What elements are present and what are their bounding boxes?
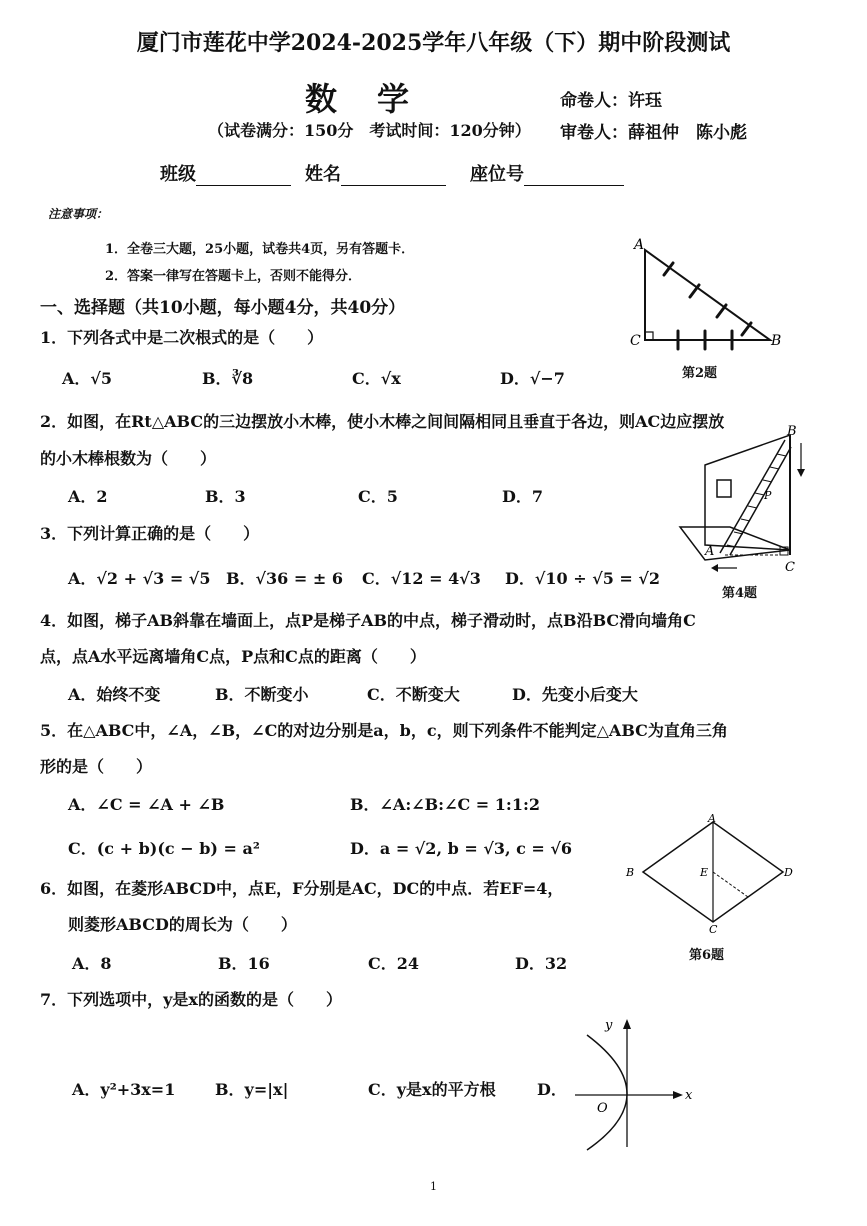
author-line: 命卷人：许珏 (560, 91, 662, 111)
fig4-label-b: B (787, 424, 797, 439)
fig7-label-x: x (685, 1088, 693, 1103)
question-3: 3．下列计算正确的是（ ） (40, 524, 260, 543)
fig4-label-p: P (764, 489, 772, 502)
figure-4-ladder (675, 425, 825, 580)
q1-option-a: A．√5 (62, 369, 113, 388)
question-7: 7．下列选项中，y是x的函数的是（ ） (40, 990, 342, 1009)
question-2: 2．如图，在Rt△ABC的三边摆放小木棒，使小木棒之间间隔相同且垂直于各边，则AC边应摆放 (40, 412, 725, 431)
q3-option-a: A．√2 + √3 = √5 (68, 569, 211, 588)
seat-blank[interactable] (524, 167, 624, 186)
question-4-cont: 点，点A水平远离墙角C点，P点和C点的距离（ ） (40, 647, 426, 666)
class-label: 班级 (160, 164, 196, 185)
question-6: 6．如图，在菱形ABCD中，点E，F分别是AC，DC的中点．若EF=4， (40, 879, 564, 898)
q7-option-c: C．y是x的平方根 (368, 1080, 496, 1099)
fig6-label-c: C (709, 923, 718, 936)
question-1: 1．下列各式中是二次根式的是（ ） (40, 328, 324, 347)
figure-6-caption: 第6题 (689, 948, 725, 963)
q5-option-c: C．(c + b)(c − b) = a² (68, 839, 260, 858)
notice-item: 2．答案一律写在答题卡上，否则不能得分． (105, 269, 362, 284)
fig7-label-y: y (605, 1018, 613, 1033)
page-number: 1 (430, 1180, 437, 1193)
class-blank[interactable] (196, 167, 291, 186)
seat-field[interactable] (470, 160, 624, 186)
reviewer-line: 审卷人：薛祖仲 陈小彪 (560, 123, 747, 143)
question-4: 4．如图，梯子AB斜靠在墙面上，点P是梯子AB的中点，梯子滑动时，点B沿BC滑向墙角C (40, 611, 696, 630)
fig6-label-a: A (708, 812, 716, 825)
q2-option-c: C．5 (358, 487, 398, 506)
notice-item: 1．全卷三大题，25小题，试卷共4页，另有答题卡． (105, 242, 415, 257)
q6-option-c: C．24 (368, 954, 420, 973)
question-5-cont: 形的是（ ） (40, 757, 153, 776)
q6-option-a: A．8 (72, 954, 112, 973)
question-5: 5．在△ABC中，∠A，∠B，∠C的对边分别是a，b，c，则下列条件不能判定△ABC为直角三角 (40, 721, 728, 740)
q7-option-b: B．y=|x| (215, 1080, 289, 1099)
q3-option-b: B．√36 = ± 6 (226, 569, 343, 588)
fig6-label-d: D (784, 866, 793, 879)
fig7-label-o: O (597, 1101, 608, 1116)
q4-option-d: D．先变小后变大 (512, 685, 638, 704)
name-blank[interactable] (341, 167, 446, 186)
q2-option-b: B．3 (205, 487, 246, 506)
figure-6-rhombus (620, 812, 800, 937)
subject-title: 数学 (305, 80, 450, 118)
fig2-label-a: A (634, 237, 645, 253)
q1-option-b: B．∛8 (202, 369, 254, 388)
q4-option-a: A．始终不变 (68, 685, 161, 704)
name-field[interactable] (305, 160, 446, 186)
notice-heading: 注意事项： (48, 207, 109, 221)
fig6-label-b: B (626, 866, 635, 879)
q2-option-a: A．2 (68, 487, 108, 506)
fig2-label-b: B (771, 333, 782, 349)
q7-option-d: D． (537, 1080, 567, 1099)
q3-option-c: C．√12 = 4√3 (362, 569, 481, 588)
q7-option-a: A．y²+3x=1 (72, 1080, 176, 1099)
q6-option-b: B．16 (218, 954, 270, 973)
seat-label: 座位号 (470, 164, 524, 185)
figure-2-triangle (620, 235, 790, 380)
question-6-cont: 则菱形ABCD的周长为（ ） (68, 915, 297, 934)
fig2-label-c: C (630, 333, 641, 349)
q4-option-c: C．不断变大 (367, 685, 460, 704)
q5-option-b: B．∠A:∠B:∠C = 1:1:2 (350, 795, 540, 814)
section-heading: 一、选择题（共10小题，每小题4分，共40分） (40, 298, 406, 318)
fig4-label-a: A (705, 544, 715, 559)
q3-option-d: D．√10 ÷ √5 = √2 (505, 569, 661, 588)
q5-option-a: A．∠C = ∠A + ∠B (68, 795, 225, 814)
q2-option-d: D．7 (502, 487, 544, 506)
exam-title: 厦门市莲花中学2024-2025学年八年级（下）期中阶段测试 (136, 30, 731, 56)
question-2-cont: 的小木棒根数为（ ） (40, 449, 217, 468)
q5-option-d: D．a = √2, b = √3, c = √6 (350, 839, 573, 858)
q4-option-b: B．不断变小 (215, 685, 309, 704)
fig6-label-e: E (700, 866, 709, 879)
figure-2-caption: 第2题 (682, 366, 718, 381)
q6-option-d: D．32 (515, 954, 568, 973)
exam-meta: （试卷满分：150分 考试时间：120分钟） (208, 121, 531, 140)
q1-option-c: C．√x (352, 369, 401, 388)
figure-7d-graph (565, 1015, 695, 1155)
fig4-label-c: C (785, 560, 795, 575)
figure-4-caption: 第4题 (722, 586, 758, 601)
class-field[interactable] (160, 160, 291, 186)
name-label: 姓名 (305, 164, 341, 185)
q1-option-d: D．√−7 (500, 369, 565, 388)
